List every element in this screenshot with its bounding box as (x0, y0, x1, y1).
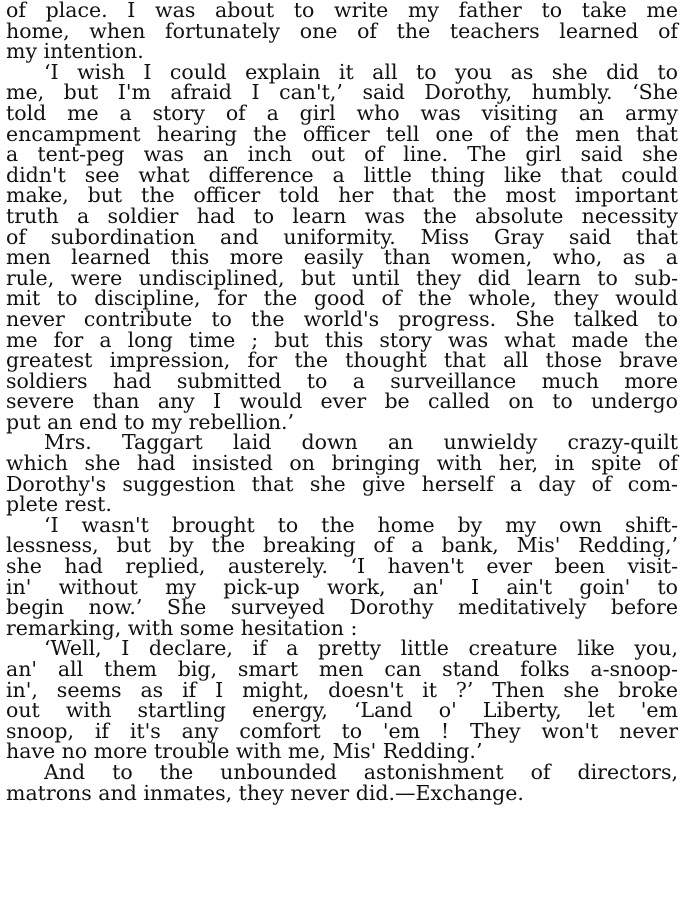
paragraph (6, 759, 678, 805)
text-line: out with startling energy, ‘Land o' Liberty, let 'em (6, 698, 678, 723)
paragraph (6, 430, 678, 517)
text-line: begin now.’ She surveyed Dorothy meditatively before (6, 595, 678, 620)
text-line: she had replied, austerely. ‘I haven't ever been visit- (6, 554, 678, 579)
paragraph (6, 0, 678, 62)
text-line: have no more trouble with me, Mis' Redding.’ (6, 739, 483, 764)
paragraph (6, 59, 678, 434)
text-line: me, but I'm afraid I can't,’ said Dorothy, humbly. ‘She (6, 80, 678, 105)
text-line: which she had insisted on bringing with her, in spite of (6, 451, 678, 476)
text-line: Mrs. Taggart laid down an unwieldy crazy-quilt (44, 430, 678, 455)
text-line: Dorothy's suggestion that she give herself a day of com- (6, 471, 678, 496)
text-line: encampment hearing the officer tell one of the men that (6, 121, 678, 146)
text-line: ‘Well, I declare, if a pretty little creature like you, (44, 636, 678, 661)
text-line: greatest impression, for the thought that all those brave (6, 348, 678, 373)
article-column (6, 0, 678, 803)
text-line: me for a long time ; but this story was what made the (6, 327, 678, 352)
text-line: never contribute to the world's progress. She talked to (6, 306, 678, 331)
text-line: And to the unbounded astonishment of directors, (44, 759, 678, 784)
paragraph (6, 638, 678, 762)
text-line: didn't see what difference a little thing like that could (6, 162, 678, 187)
text-line: ‘I wish I could explain it all to you as she did to (44, 59, 678, 84)
text-line: put an end to my rebellion.’ (6, 409, 295, 434)
text-line: matrons and inmates, they never did.—Exchange. (6, 780, 524, 805)
text-line: told me a story of a girl who was visiting an army (6, 100, 678, 125)
text-line: make, but the officer told her that the most important (6, 183, 678, 208)
text-line: ‘I wasn't brought to the home by my own shift- (44, 512, 678, 537)
paragraph (6, 512, 678, 640)
text-line: severe than any I would ever be called on to undergo (6, 389, 678, 414)
text-line: in' without my pick-up work, an' I ain't goin' to (6, 574, 678, 599)
text-line: of place. I was about to write my father to take me (6, 0, 678, 22)
text-line: of subordination and uniformity. Miss Gray said that (6, 224, 678, 249)
text-line: my intention. (6, 39, 144, 64)
text-line: remarking, with some hesitation : (6, 615, 358, 640)
text-line: a tent-peg was an inch out of line. The girl said she (6, 142, 678, 167)
text-line: men learned this more easily than women, who, as a (6, 245, 678, 270)
text-line: plete rest. (6, 492, 112, 517)
text-line: mit to discipline, for the good of the whole, they would (6, 286, 678, 311)
text-line: home, when fortunately one of the teachers learned of (6, 18, 678, 43)
text-line: rule, were undisciplined, but until they did learn to sub- (6, 265, 678, 290)
text-line: lessness, but by the breaking of a bank, Mis' Redding,’ (6, 533, 678, 558)
text-line: truth a soldier had to learn was the absolute necessity (6, 203, 678, 228)
text-line: an' all them big, smart men can stand folks a-snoop- (6, 657, 678, 681)
text-line: snoop, if it's any comfort to 'em ! They won't never (6, 718, 678, 743)
text-line: in', seems as if I might, doesn't it ?’ Then she broke (6, 677, 678, 702)
text-line: soldiers had submitted to a surveillance much more (6, 368, 678, 393)
